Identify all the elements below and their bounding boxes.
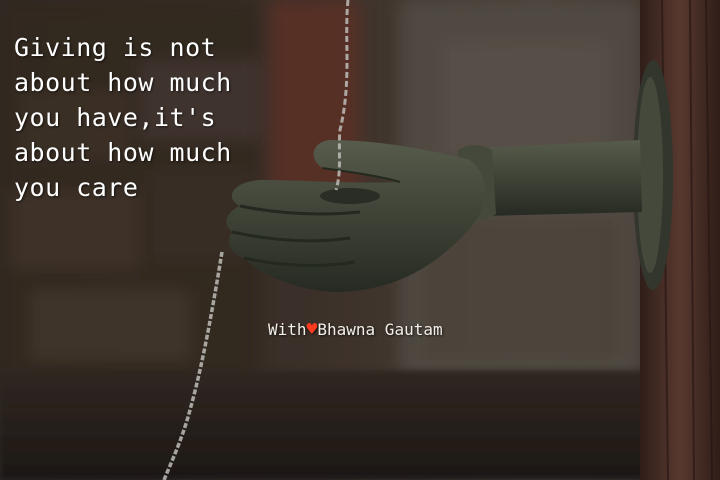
quote-line-1: Giving is not <box>14 33 217 62</box>
signature-name: Bhawna Gautam <box>317 320 443 339</box>
signature-prefix: With <box>268 320 307 339</box>
heart-icon: ♥ <box>306 319 318 340</box>
quote-line-4: about how much <box>14 138 232 167</box>
quote-line-5: you care <box>14 173 139 202</box>
quote-text <box>14 30 314 205</box>
quote-line-3: you have,it's <box>14 103 217 132</box>
signature <box>268 319 443 340</box>
quote-line-2: about how much <box>14 68 232 97</box>
